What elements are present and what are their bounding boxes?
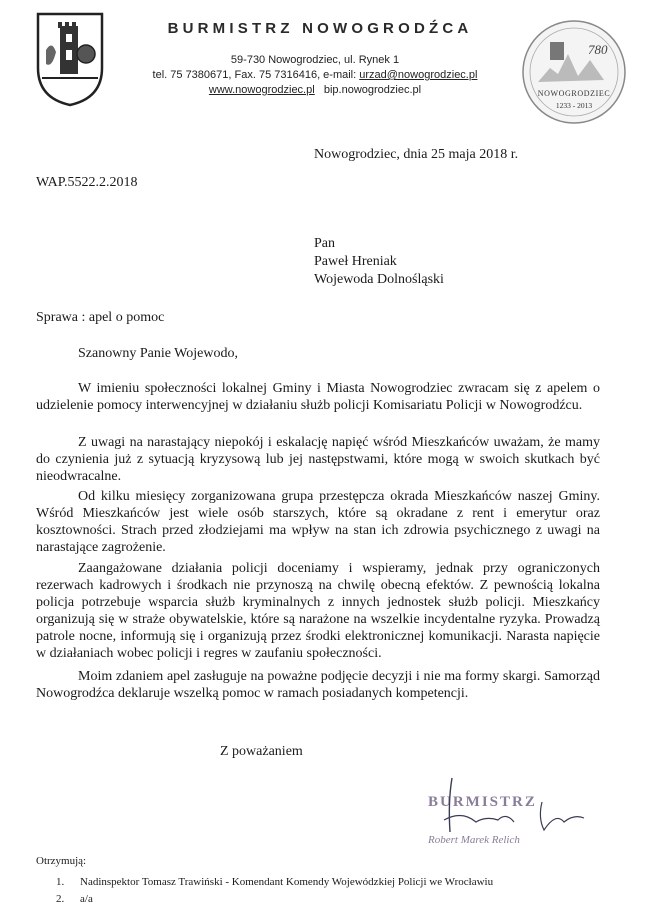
receiver-item: a/a	[80, 893, 93, 905]
receiver-number: 2.	[56, 893, 65, 905]
coat-of-arms-logo	[34, 10, 106, 108]
signature-stamp	[414, 772, 600, 846]
header-bip: bip.nowogrodziec.pl	[323, 84, 422, 96]
receiver-number: 1.	[56, 876, 65, 888]
stamp-name: Robert Marek Relich	[428, 834, 520, 846]
recipient-name: Paweł Hreniak	[314, 254, 397, 269]
body-paragraph-3: Od kilku miesięcy zorganizowana grupa przestępcza okrada Mieszkańców naszej Gminy. Wśród Mieszkańców jest wiele osób starszych, które są okradane z rent i emerytur oraz kosztowności. Strach przed złodziejami ma wpływ na stan ich zdrowia psychicznego z uwagi na narastające zagrożenie.	[36, 489, 600, 555]
body-paragraph-4: Zaangażowane działania policji doceniamy i wspieramy, jednak przy ograniczonych rezerwach kadrowych i środkach nie przynoszą na chwilę obecną efektów. Z pewnością lokalna policja potrzebuje wsparcia służb kryminalnych z innych jednostek służb policji. Mieszkańcy organizują się w straże obywatelskie, które są narażone na wszelkie incydentalne ryzyka. Prowadzą patrole nocne, informują się i organizują przez środki elektronicznej komunikacji. Narasta napięcie w działaniach wobec policji i regres w zaufaniu społeczności.	[36, 561, 600, 661]
stamp-title: BURMISTRZ	[428, 794, 537, 810]
anniversary-seal-logo	[520, 18, 628, 126]
body-paragraph-2: Z uwagi na narastający niepokój i eskalację napięć wśród Mieszkańców uważam, że mamy do czynienia już z sytuacją kryzysową lub jej następstwami, które mogą w swoich skutkach być nieodwracalne.	[36, 435, 600, 484]
header-web	[110, 84, 520, 96]
recipient-title: Pan	[314, 236, 335, 251]
body-paragraph-1: W imieniu społeczności lokalnej Gminy i Miasta Nowogrodziec zwracam się z apelem o udzielenie pomocy interwencyjnej w działaniu służb policji Komisariatu Policji w Nowogrodźcu.	[36, 381, 600, 413]
reference-number: WAP.5522.2.2018	[36, 175, 138, 190]
seal-number: 780	[588, 42, 608, 57]
place-date: Nowogrodziec, dnia 25 maja 2018 r.	[314, 147, 519, 162]
header-website-link[interactable]: www.nowogrodziec.pl	[208, 84, 315, 96]
receiver-item: Nadinspektor Tomasz Trawiński - Komendant Komendy Wojewódzkiej Policji we Wrocławiu	[80, 876, 494, 888]
receivers-label: Otrzymują:	[36, 855, 87, 867]
seal-text: NOWOGRODZIEC	[537, 89, 611, 98]
seal-years: 1233 - 2013	[555, 101, 593, 110]
subject-line: Sprawa : apel o pomoc	[36, 310, 165, 325]
header-contact-phone: tel. 75 7380671, Fax. 75 7316416, e-mail:	[152, 69, 360, 81]
recipient-position: Wojewoda Dolnośląski	[314, 272, 444, 287]
header-contact	[110, 69, 520, 81]
header-email-link[interactable]: urzad@nowogrodziec.pl	[359, 69, 478, 81]
body-paragraph-5: Moim zdaniem apel zasługuje na poważne podjęcie decyzji i nie ma formy skargi. Samorząd Nowogrodźca deklaruje wszelką pomoc w ramach posiadanych kompetencji.	[36, 669, 600, 701]
header-title: BURMISTRZ NOWOGRODŹCA	[167, 20, 473, 37]
header-address: 59-730 Nowogrodziec, ul. Rynek 1	[230, 54, 400, 66]
salutation: Szanowny Panie Wojewodo,	[78, 346, 238, 361]
closing-greeting: Z poważaniem	[220, 744, 303, 759]
handwritten-signature	[414, 772, 600, 846]
